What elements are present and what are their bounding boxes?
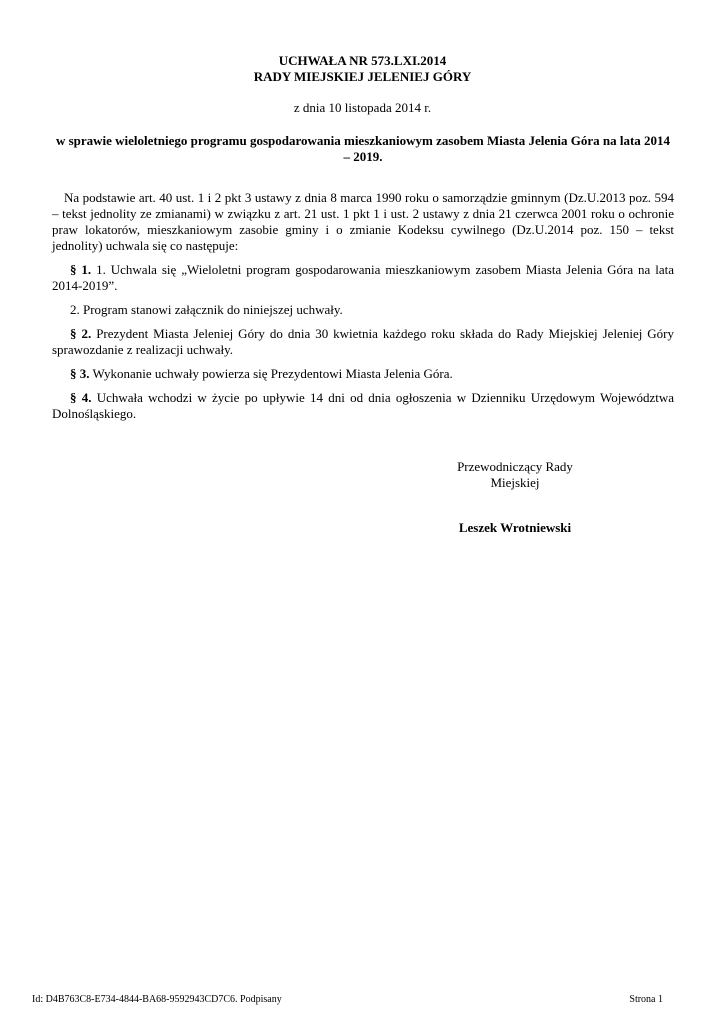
paragraph-text: Prezydent Miasta Jeleniej Góry do dnia 30 kwietnia każdego roku składa do Rady Miejskiej Jeleniej Góry sprawozdanie z realizacji uchwały. [52, 326, 675, 357]
council-name: RADY MIEJSKIEJ JELENIEJ GÓRY [253, 69, 472, 84]
paragraph-1 [52, 262, 674, 294]
paragraph-text: Wykonanie uchwały powierza się Prezydentowi Miasta Jelenia Góra. [89, 366, 453, 381]
paragraph-text: 2. Program stanowi załącznik do niniejszej uchwały. [70, 302, 343, 317]
paragraph-number: § 3. [70, 366, 90, 381]
paragraph-2 [52, 326, 674, 358]
resolution-subject: w sprawie wieloletniego programu gospodarowania mieszkaniowym zasobem Miasta Jelenia Góra na lata 2014 – 2019. [55, 133, 671, 164]
signatory-name: Leszek Wrotniewski [458, 520, 572, 535]
paragraph-4 [52, 390, 674, 422]
resolution-number: UCHWAŁA NR 573.LXI.2014 [278, 53, 447, 68]
paragraph-number: § 2. [70, 326, 92, 341]
document-id: Id: D4B763C8-E734-4844-BA68-9592943CD7C6. Podpisany [32, 994, 282, 1005]
paragraph-text: 1. Uchwala się „Wieloletni program gospodarowania mieszkaniowym zasobem Miasta Jelenia Góra na lata 2014-2019”. [52, 262, 674, 293]
paragraph-3 [52, 366, 674, 382]
preamble: Na podstawie art. 40 ust. 1 i 2 pkt 3 ustawy z dnia 8 marca 1990 roku o samorządzie gminnym (Dz.U.2013 poz. 594 – tekst jednolity ze zmianami) w związku z art. 21 ust. 1 pkt 1 i ust. 2 ustawy z dnia 21 czerwca 2001 roku o ochronie praw lokatorów, mieszkaniowym zasobie gminy i o zmianie Kodeksu cywilnego (Dz.U.2014 poz. 150 – tekst jednolity) uchwala się co następuje: [52, 190, 674, 253]
signatory-role: Przewodniczący Rady [457, 459, 573, 474]
page-number: Strona 1 [629, 994, 663, 1005]
paragraph-number: § 4. [70, 390, 92, 405]
signatory-role-continued: Miejskiej [490, 475, 540, 490]
resolution-body [52, 190, 674, 430]
paragraph-text: Uchwała wchodzi w życie po upływie 14 dni od dnia ogłoszenia w Dzienniku Urzędowym Województwa Dolnośląskiego. [52, 390, 675, 421]
resolution-date: z dnia 10 listopada 2014 r. [293, 100, 432, 115]
paragraph-1-point-2 [52, 302, 674, 318]
paragraph-number: § 1. [70, 262, 92, 277]
